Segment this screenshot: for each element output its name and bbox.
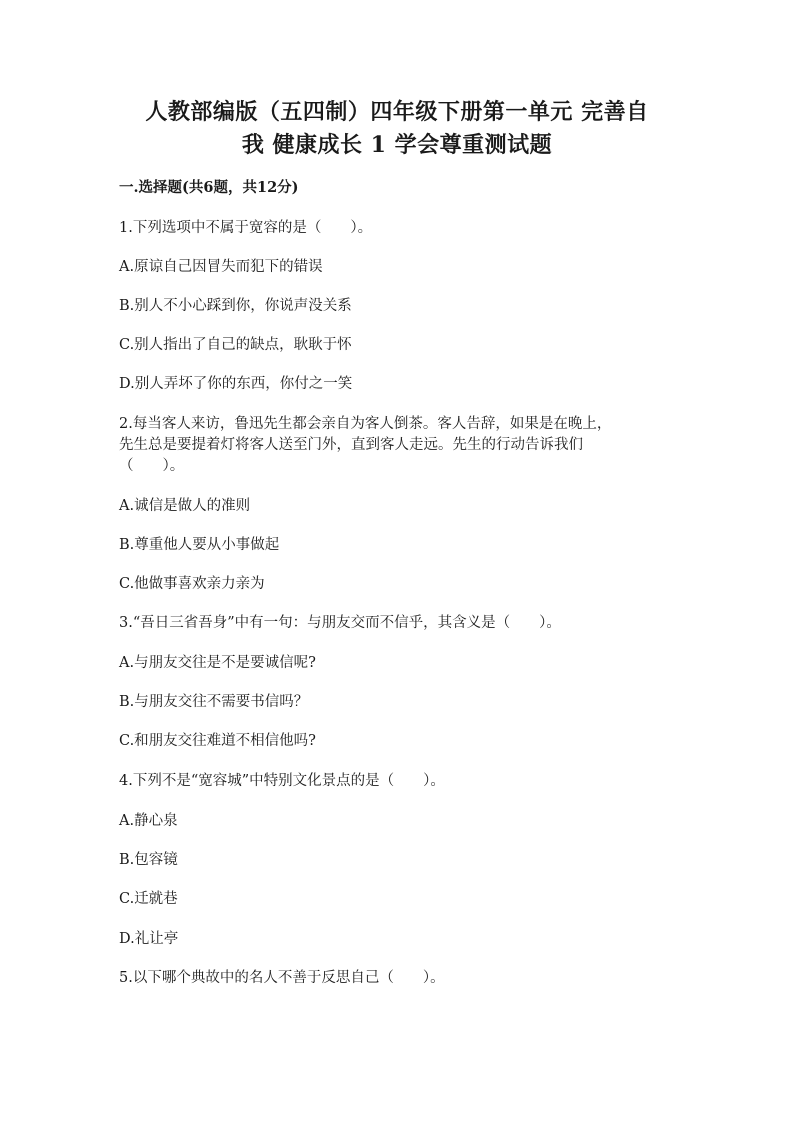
question-2-option-a: A.诚信是做人的准则 — [119, 498, 251, 514]
question-3-option-a: A.与朋友交往是不是要诚信呢? — [119, 655, 316, 671]
question-2-stem-line-3: （ ）。 — [119, 458, 185, 474]
question-2-option-b: B.尊重他人要从小事做起 — [119, 537, 280, 553]
question-3-option-b: B.与朋友交往不需要书信吗？ — [119, 694, 309, 710]
question-5-stem: 5.以下哪个典故中的名人不善于反思自己（ ）。 — [119, 970, 445, 986]
question-3-option-c: C.和朋友交往难道不相信他吗? — [119, 733, 316, 749]
question-2-option-c: C.他做事喜欢亲力亲为 — [119, 576, 265, 592]
question-1-stem: 1.下列选项中不属于宽容的是（ ）。 — [119, 220, 373, 236]
document-title-line-1: 人教部编版（五四制）四年级下册第一单元 完善自 — [145, 99, 649, 125]
question-4-option-d: D.礼让亭 — [119, 931, 179, 947]
question-4-option-a: A.静心泉 — [119, 813, 178, 829]
question-3-stem: 3.“吾日三省吾身”中有一句：与朋友交而不信乎，其含义是（ ）。 — [119, 615, 561, 631]
question-1-option-d: D.别人弄坏了你的东西，你付之一笑 — [119, 376, 353, 392]
question-1-option-a: A.原谅自己因冒失而犯下的错误 — [119, 259, 323, 275]
question-2-stem-line-2: 先生总是要提着灯将客人送至门外，直到客人走远。先生的行动告诉我们 — [119, 437, 583, 453]
question-4-option-b: B.包容镜 — [119, 852, 178, 868]
question-2-stem-line-1: 2.每当客人来访，鲁迅先生都会亲自为客人倒茶。客人告辞，如果是在晚上， — [119, 416, 612, 432]
document-title-line-2: 我 健康成长 1 学会尊重测试题 — [241, 132, 553, 158]
question-4-option-c: C.迁就巷 — [119, 891, 178, 907]
question-1-option-c: C.别人指出了自己的缺点，耿耿于怀 — [119, 337, 352, 353]
section-header: 一.选择题(共6题，共12分) — [119, 179, 299, 196]
question-1-option-b: B.别人不小心踩到你，你说声没关系 — [119, 298, 352, 314]
question-4-stem: 4.下列不是“宽容城”中特别文化景点的是（ ）。 — [119, 773, 445, 789]
